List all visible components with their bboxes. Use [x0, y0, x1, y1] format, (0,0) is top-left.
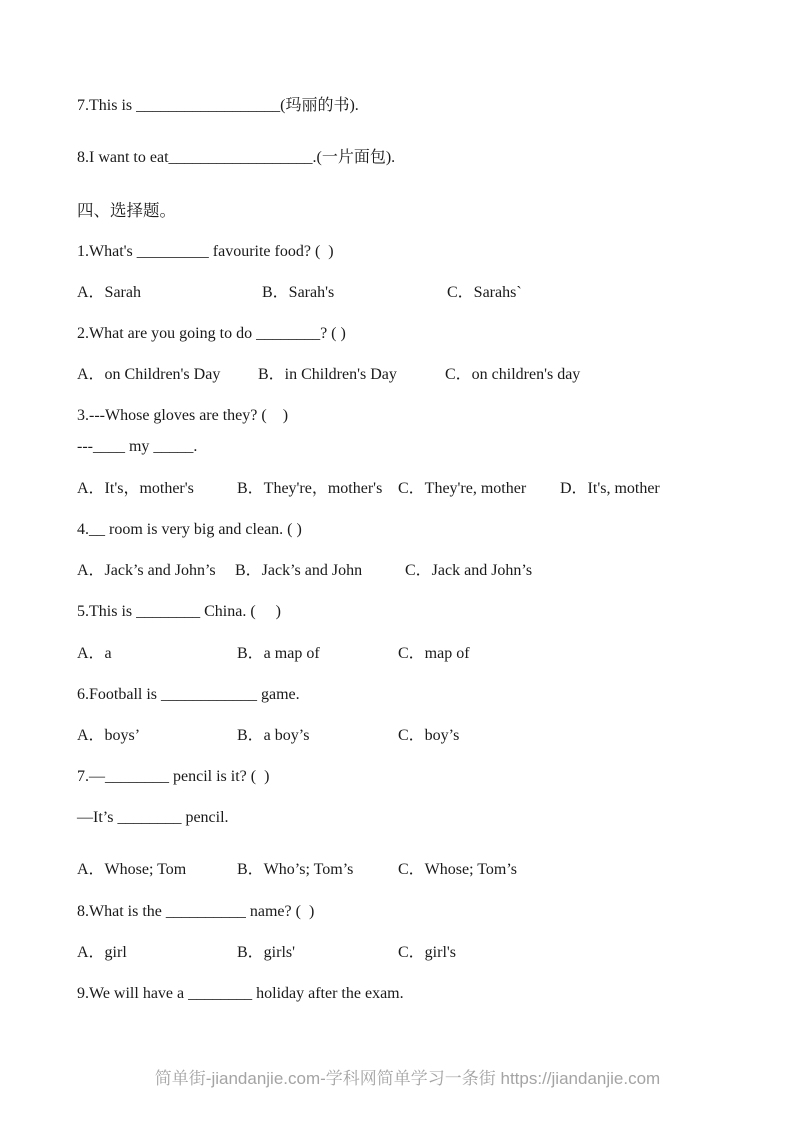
question-6-options: [77, 726, 763, 746]
option-c: C．Jack and John’s: [405, 562, 533, 579]
question-4-options: [77, 561, 763, 581]
question-4-stem: 4.__ room is very big and clean. ( ): [77, 521, 302, 538]
option-c: C．They're, mother: [398, 480, 527, 497]
option-b: B．in Children's Day: [258, 366, 397, 383]
option-b: B．a map of: [237, 645, 320, 662]
fill-in-question-8: 8.I want to eat__________________.(一片面包).: [77, 149, 396, 166]
footer-watermark: 简单街-jiandanjie.com-学科网简单学习一条街 https://jiandanjie.com: [154, 1069, 661, 1088]
section-heading: 四、选择题。: [77, 201, 176, 220]
option-a: A．It's，mother's: [77, 480, 194, 497]
question-8-stem: 8.What is the __________ name? ( ): [77, 903, 315, 920]
option-b: B．They're，mother's: [237, 480, 383, 497]
question-7-options: [77, 860, 763, 880]
option-c: C．girl's: [398, 944, 457, 961]
option-d: D．It's, mother: [560, 480, 660, 497]
option-a: A．a: [77, 645, 112, 662]
question-1-options: [77, 283, 763, 303]
option-c: C．map of: [398, 645, 470, 662]
option-b: B．Sarah's: [262, 284, 335, 301]
option-a: A．on Children's Day: [77, 366, 221, 383]
option-b: B．Jack’s and John: [235, 562, 363, 579]
question-6-stem: 6.Football is ____________ game.: [77, 686, 300, 703]
question-3-stem: 3.---Whose gloves are they? ( ): [77, 407, 289, 424]
option-b: B．Who’s; Tom’s: [237, 861, 354, 878]
question-7-stem: 7.—________ pencil is it? ( ): [77, 768, 270, 785]
question-2-stem: 2.What are you going to do ________? ( ): [77, 325, 346, 342]
question-3-options: [77, 479, 763, 499]
question-1-stem: 1.What's _________ favourite food? ( ): [77, 243, 334, 260]
fill-in-question-7: 7.This is __________________(玛丽的书).: [77, 97, 359, 114]
question-2-options: [77, 365, 763, 385]
question-7-stem-answer: —It’s ________ pencil.: [77, 809, 229, 826]
option-b: B．a boy’s: [237, 727, 310, 744]
option-c: C．Sarahs`: [447, 284, 522, 301]
option-c: C．on children's day: [445, 366, 581, 383]
option-a: A．Whose; Tom: [77, 861, 187, 878]
option-a: A．Jack’s and John’s: [77, 562, 216, 579]
option-a: A．Sarah: [77, 284, 141, 301]
question-9-stem: 9.We will have a ________ holiday after the exam.: [77, 985, 404, 1002]
question-5-options: [77, 644, 763, 664]
question-8-options: [77, 943, 763, 963]
question-3-stem-answer: ---____ my _____.: [77, 438, 198, 455]
question-5-stem: 5.This is ________ China. ( ): [77, 603, 281, 620]
option-c: C．boy’s: [398, 727, 460, 744]
option-a: A．girl: [77, 944, 127, 961]
option-a: A．boys’: [77, 727, 141, 744]
worksheet-page: [77, 96, 763, 1004]
option-b: B．girls': [237, 944, 296, 961]
option-c: C．Whose; Tom’s: [398, 861, 518, 878]
